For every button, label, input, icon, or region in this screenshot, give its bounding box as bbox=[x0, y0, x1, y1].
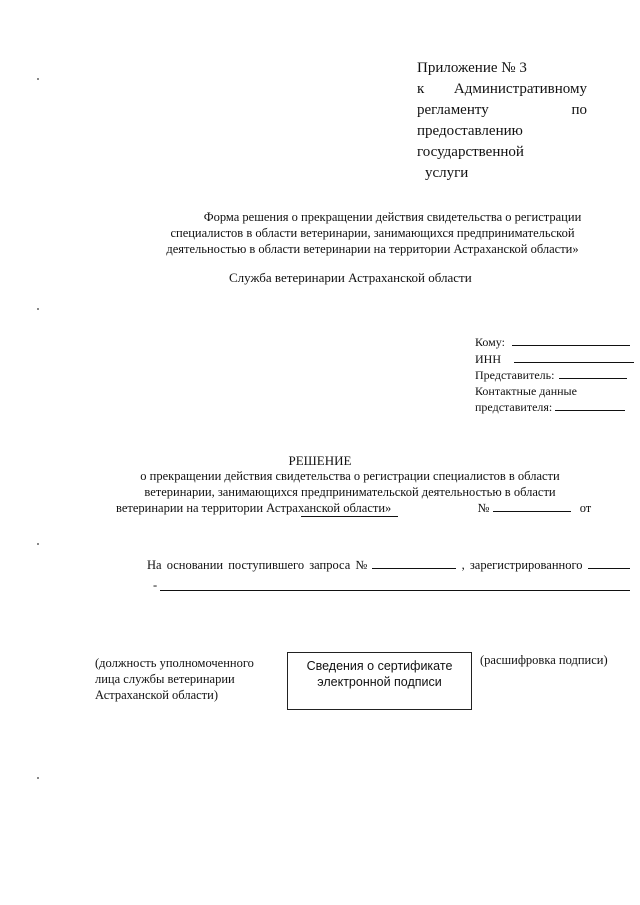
official-position-line1: (должность уполномоченного bbox=[95, 656, 254, 670]
recipient-to-field[interactable] bbox=[512, 334, 630, 346]
cert-line2: электронной подписи bbox=[317, 675, 442, 689]
form-title-line2: специалистов в области ветеринарии, занимающихся предпринимательской bbox=[170, 226, 575, 240]
form-title bbox=[140, 209, 605, 257]
appendix-header bbox=[417, 58, 587, 184]
appendix-line3 bbox=[417, 100, 587, 121]
basis-continuation-field[interactable] bbox=[160, 590, 630, 591]
appendix-number: Приложение № 3 bbox=[417, 60, 527, 76]
basis-row bbox=[147, 557, 630, 573]
recipient-contact-label: Контактные данные bbox=[475, 383, 577, 398]
decision-date-field[interactable] bbox=[301, 516, 398, 517]
appendix-line6: услуги bbox=[425, 165, 469, 181]
decision-line2: ветеринарии, занимающихся предпринимательской деятельностью в области bbox=[144, 485, 556, 499]
recipient-to-label: Кому: bbox=[475, 335, 505, 349]
form-title-line1: Форма решения о прекращении действия свидетельства о регистрации bbox=[203, 210, 582, 224]
basis-dash: - bbox=[153, 578, 158, 592]
recipient-to-row bbox=[475, 334, 634, 351]
basis-text1: На основании поступившего запроса № bbox=[147, 558, 368, 572]
scan-speck bbox=[37, 78, 39, 80]
scan-speck bbox=[37, 308, 39, 310]
signature-certificate-box bbox=[287, 652, 472, 710]
registered-field[interactable] bbox=[588, 557, 630, 569]
appendix-line2 bbox=[417, 79, 587, 100]
recipient-rep-field[interactable] bbox=[559, 367, 627, 379]
recipient-contact-field[interactable] bbox=[555, 399, 625, 411]
recipient-block bbox=[475, 334, 634, 416]
service-name: Служба ветеринарии Астраханской области bbox=[229, 270, 472, 285]
recipient-contact-label2: представителя: bbox=[475, 400, 553, 414]
decision-line3-row bbox=[100, 500, 600, 516]
signature-decoding: (расшифровка подписи) bbox=[480, 653, 608, 667]
appendix-line4: предоставлению bbox=[417, 123, 523, 139]
official-position-line2: лица службы ветеринарии bbox=[95, 672, 235, 686]
appendix-line2-left: к bbox=[417, 81, 425, 97]
recipient-inn-label: ИНН bbox=[475, 351, 501, 366]
appendix-line2-right: Административному bbox=[453, 81, 587, 97]
basis-text2: , зарегистрированного bbox=[461, 558, 583, 572]
recipient-inn-row bbox=[475, 351, 634, 368]
scan-speck bbox=[37, 543, 39, 545]
appendix-line3-left: регламенту bbox=[417, 102, 489, 118]
scan-speck bbox=[37, 777, 39, 779]
form-title-line3: деятельностью в области ветеринарии на территории Астраханской области» bbox=[166, 242, 579, 256]
recipient-inn-field[interactable] bbox=[514, 351, 634, 363]
decision-from-label: от bbox=[579, 501, 592, 515]
official-position bbox=[95, 655, 254, 703]
decision-body bbox=[100, 468, 600, 516]
appendix-line5: государственной bbox=[417, 144, 524, 160]
recipient-contact-row bbox=[475, 399, 634, 416]
decision-line1: о прекращении действия свидетельства о регистрации специалистов в области bbox=[140, 469, 560, 483]
decision-line3: ветеринарии на территории Астраханской области» bbox=[116, 501, 392, 515]
appendix-line3-right: по bbox=[571, 102, 587, 118]
decision-number-field[interactable] bbox=[493, 500, 571, 512]
official-position-line3: Астраханской области) bbox=[95, 688, 218, 702]
decision-number-label: № bbox=[477, 501, 490, 515]
request-number-field[interactable] bbox=[372, 557, 456, 569]
decision-title: РЕШЕНИЕ bbox=[288, 453, 352, 468]
recipient-rep-row bbox=[475, 367, 634, 384]
cert-line1: Сведения о сертификате bbox=[306, 659, 453, 673]
recipient-rep-label: Представитель: bbox=[475, 368, 555, 382]
